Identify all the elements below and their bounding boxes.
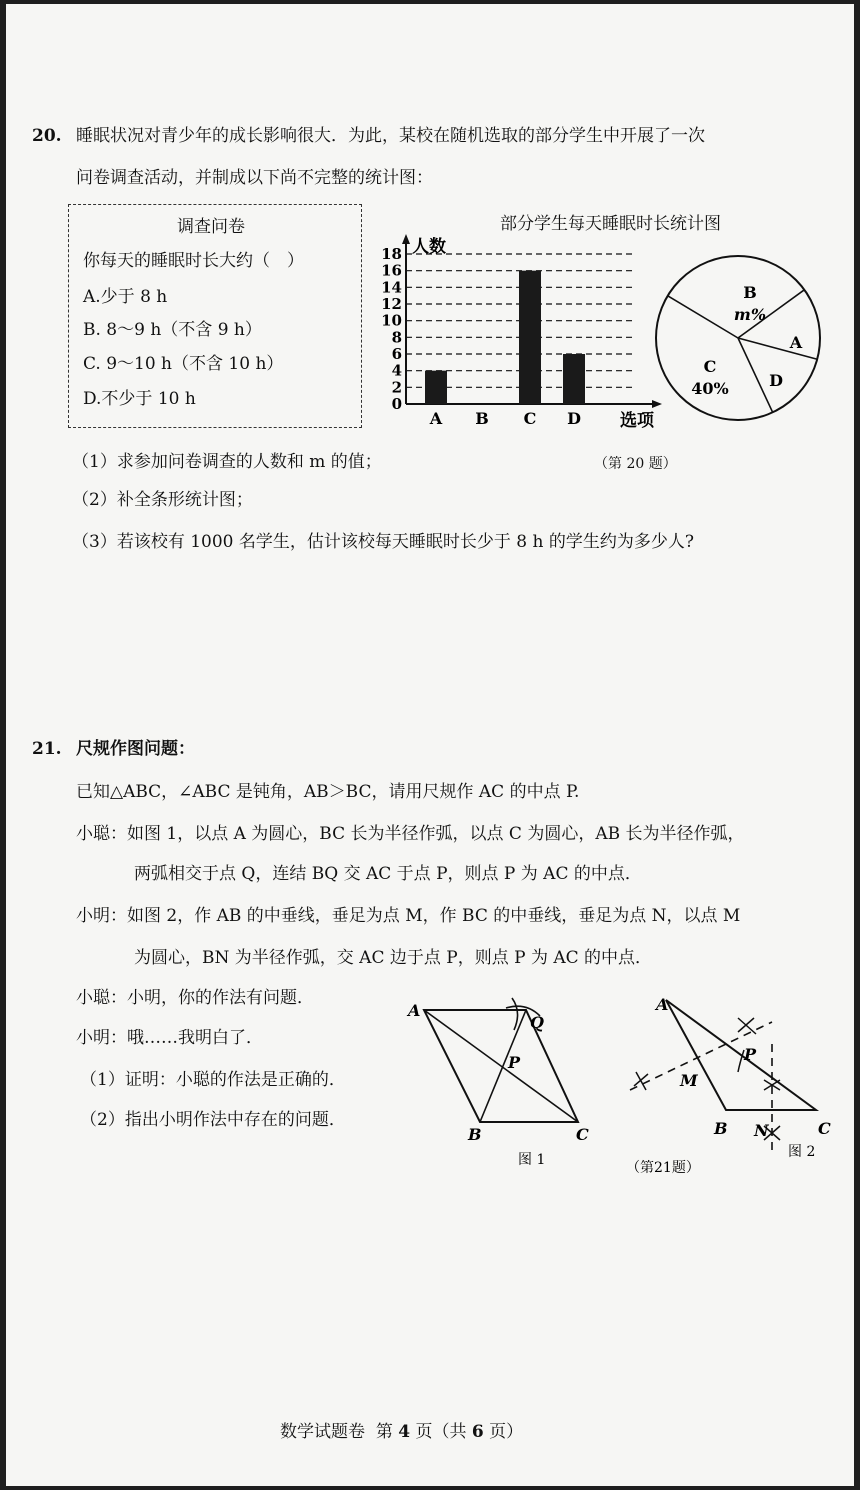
footer xyxy=(280,1420,523,1444)
bar-c xyxy=(519,271,541,404)
x-tick-label: B xyxy=(475,409,489,428)
pie-slice-divider xyxy=(738,338,773,412)
survey-option-d: D.不少于 10 h xyxy=(83,389,196,409)
q21-xm-line1: 小明：如图 2，作 AB 的中垂线，垂足为点 M，作 BC 的中垂线，垂足为点 N，以点 M xyxy=(76,906,741,926)
y-tick-label: 6 xyxy=(391,345,402,363)
q21-xm-line2: 为圆心，BN 为半径作弧，交 AC 边于点 P，则点 P 为 AC 的中点． xyxy=(134,948,653,968)
fig1-label-p: P xyxy=(508,1053,521,1072)
fig2-label-n: N xyxy=(754,1121,769,1140)
fig1-arc-1 xyxy=(512,998,518,1030)
fig1-label-q: Q xyxy=(530,1013,544,1032)
q21-xc-line2: 两弧相交于点 Q，连结 BQ 交 AC 于点 P，则点 P 为 AC 的中点． xyxy=(134,864,642,884)
pie-label-b: B xyxy=(743,283,757,302)
figure-1 xyxy=(402,986,602,1166)
q21-part2: （2）指出小明作法中存在的问题． xyxy=(80,1110,346,1130)
figure-2 xyxy=(616,986,846,1186)
fig2-label-b: B xyxy=(714,1119,728,1138)
chart-title: 部分学生每天睡眠时长统计图 xyxy=(500,214,721,234)
x-tick-label: C xyxy=(523,409,537,428)
q20-number: 20. xyxy=(32,126,62,146)
footer-prefix: 数学试题卷 xyxy=(280,1422,365,1442)
fig2-label-c: C xyxy=(818,1119,831,1138)
y-tick-label: 18 xyxy=(381,245,402,263)
pie-chart xyxy=(652,254,824,426)
q21-given: 已知△ABC，∠ABC 是钝角，AB＞BC，请用尺规作 AC 的中点 P. xyxy=(76,782,580,802)
fig1-label-a: A xyxy=(408,1001,421,1020)
q20-part3: （3）若该校有 1000 名学生，估计该校每天睡眠时长少于 8 h 的学生约为多少人? xyxy=(72,532,694,552)
x-tick-label: A xyxy=(429,409,443,428)
survey-option-b: B. 8～9 h（不含 9 h） xyxy=(83,320,262,340)
fig2-label-a: A xyxy=(656,995,669,1014)
q21-xc-line1: 小聪：如图 1，以点 A 为圆心，BC 长为半径作弧，以点 C 为圆心，AB 长为半径作弧， xyxy=(76,824,745,844)
pie-value-b: m% xyxy=(733,305,767,324)
fig2-arc-mark-top xyxy=(738,1018,756,1034)
q21-dialog1: 小聪：小明，你的作法有问题． xyxy=(76,988,314,1008)
pie-slice-divider xyxy=(738,338,817,359)
bar-d xyxy=(563,354,585,404)
fig1-diagonal-ac xyxy=(424,1010,578,1122)
fig1-caption: 图 1 xyxy=(518,1152,546,1166)
pie-label-d: D xyxy=(769,371,783,390)
fig2-label-p: P xyxy=(744,1045,757,1064)
y-tick-label: 16 xyxy=(381,261,402,280)
footer-page-label: 第 xyxy=(375,1422,393,1442)
exam-page xyxy=(6,4,854,1486)
q21-caption: （第21题） xyxy=(626,1160,700,1176)
y-tick-label: 4 xyxy=(391,361,402,380)
x-axis-label: 选项 xyxy=(620,411,654,430)
fig2-label-m: M xyxy=(680,1071,698,1090)
y-tick-label: 2 xyxy=(391,378,402,397)
survey-question: 你每天的睡眠时长大约（ ） xyxy=(83,251,304,271)
fig2-triangle xyxy=(666,1000,816,1110)
bar-a xyxy=(425,371,447,404)
y-axis-arrow xyxy=(402,234,410,244)
survey-option-a: A.少于 8 h xyxy=(83,287,168,307)
pie-value-c: 40% xyxy=(691,379,729,398)
y-tick-label: 14 xyxy=(381,278,402,297)
bar-chart xyxy=(358,230,668,430)
y-axis-label: 人数 xyxy=(412,237,446,257)
q20-part1: （1）求参加问卷调查的人数和 m 的值； xyxy=(72,452,382,472)
q20-part2: （2）补全条形统计图； xyxy=(72,490,253,510)
y-tick-label: 12 xyxy=(381,295,402,313)
pie-label-a: A xyxy=(789,333,803,352)
survey-title: 调查问卷 xyxy=(177,217,245,237)
survey-option-c: C. 9～10 h（不含 10 h） xyxy=(83,354,284,374)
footer-total-pages: 6 xyxy=(471,1422,484,1442)
pie-label-c: C xyxy=(703,357,717,376)
q20-stem-line2: 问卷调查活动，并制成以下尚不完整的统计图： xyxy=(76,168,433,188)
y-tick-label: 8 xyxy=(391,328,402,347)
q21-number: 21. xyxy=(32,739,62,759)
footer-page-number: 4 xyxy=(398,1422,411,1442)
q21-part1: （1）证明：小聪的作法是正确的． xyxy=(80,1070,346,1090)
q21-title: 尺规作图问题： xyxy=(76,739,195,759)
fig2-caption: 图 2 xyxy=(788,1144,816,1160)
q20-stem-line1: 睡眠状况对青少年的成长影响很大．为此，某校在随机选取的部分学生中开展了一次 xyxy=(76,126,705,146)
q20-caption: （第 20 题） xyxy=(594,456,677,472)
x-tick-label: D xyxy=(567,409,581,428)
pie-slice-divider xyxy=(668,296,738,338)
footer-page-unit: 页（共 xyxy=(415,1422,467,1442)
q21-dialog2: 小明：哦……我明白了． xyxy=(76,1028,263,1048)
fig1-label-b: B xyxy=(468,1125,482,1144)
y-tick-label: 0 xyxy=(391,395,402,413)
survey-box xyxy=(68,204,362,428)
fig1-label-c: C xyxy=(576,1125,589,1144)
footer-total-unit: 页） xyxy=(489,1422,524,1442)
y-tick-label: 10 xyxy=(381,311,402,330)
